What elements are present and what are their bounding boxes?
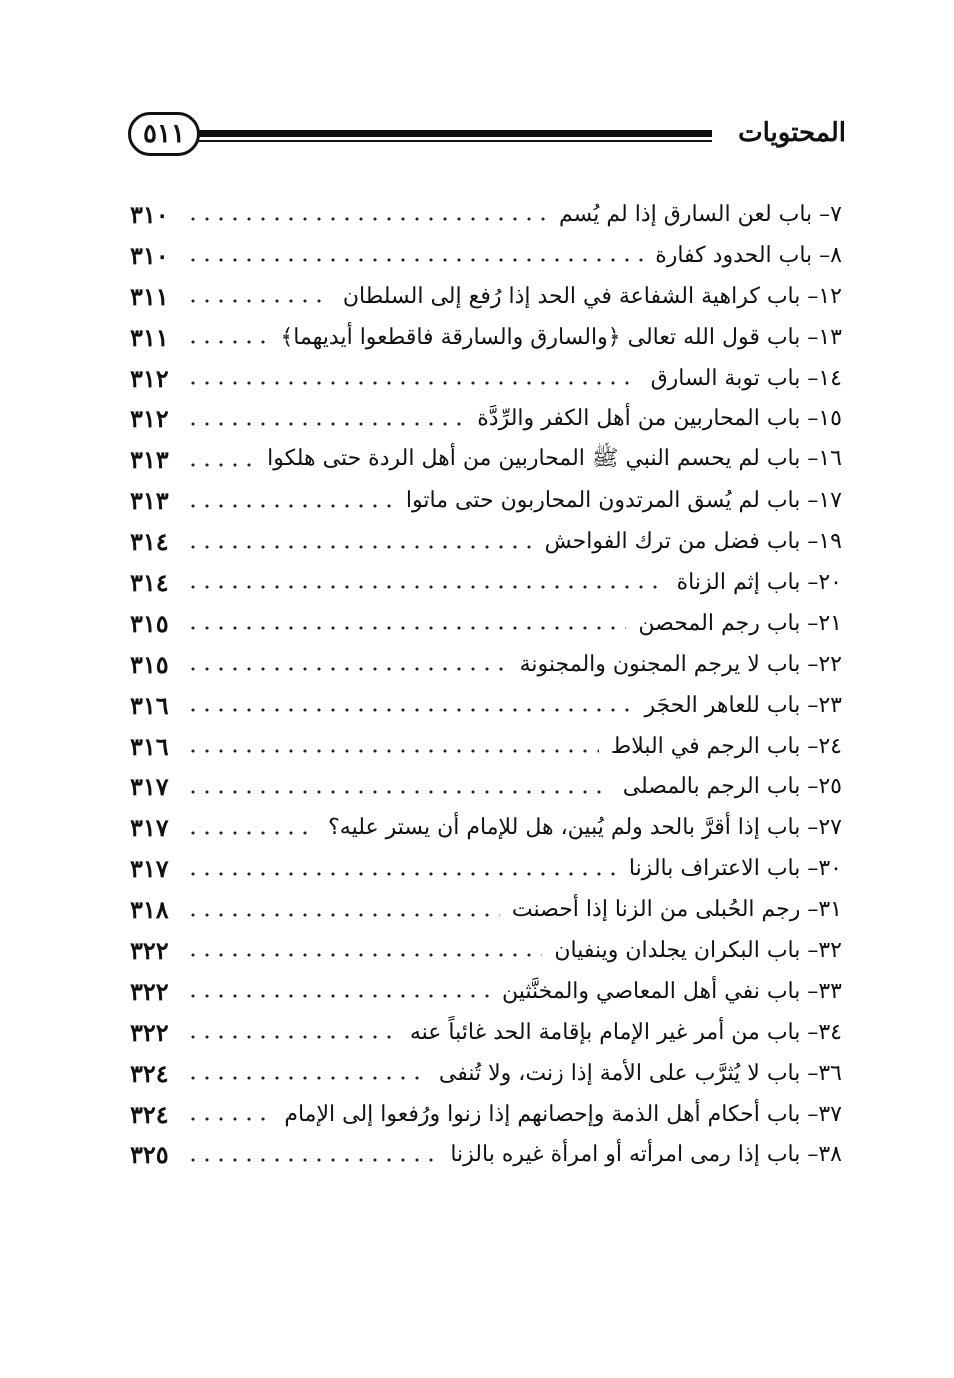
toc-entry[interactable]: [130, 848, 842, 889]
toc-entry-page: ٣١١: [130, 322, 169, 352]
toc-entry[interactable]: [130, 1134, 842, 1175]
toc-entry-page: ٣١١: [130, 281, 169, 311]
dot-leader: [186, 790, 611, 794]
toc-entry-page: ٣١٤: [130, 567, 169, 597]
toc-entry[interactable]: [130, 439, 842, 480]
toc-entry-page: ٣٢٤: [130, 1058, 169, 1088]
toc-entry-page: ٣١٧: [130, 772, 169, 802]
dot-leader: [186, 708, 632, 712]
toc-entry[interactable]: [130, 398, 842, 439]
toc-entry-page: ٣١٦: [130, 690, 169, 720]
dot-leader: [186, 1035, 398, 1039]
toc-entry-page: ٣٢٥: [130, 1140, 169, 1170]
toc-entry-title: ٣٣– باب نفي أهل المعاصي والمخنَّثين: [502, 978, 842, 1004]
toc-entry-page: ٣٢٢: [130, 1017, 169, 1047]
toc-entry[interactable]: [130, 194, 842, 235]
dot-leader: [186, 667, 508, 671]
dot-leader: [186, 217, 547, 221]
running-title: المحتويات: [738, 118, 846, 148]
toc-entry-page: ٣٢٤: [130, 1099, 169, 1129]
toc-entry-title: ٣٦– باب لا يُثرَّب على الأمة إذا زنت، ولا تُنفى: [438, 1060, 842, 1086]
toc-entry-title: ٣١– رجم الحُبلى من الزنا إذا أحصنت: [511, 897, 842, 923]
toc-entry[interactable]: [130, 726, 842, 767]
toc-entry-page: ٣١٠: [130, 240, 169, 270]
dot-leader: [186, 626, 626, 630]
toc-entry-page: ٣١٢: [130, 404, 169, 434]
toc-entry-title: ٨– باب الحدود كفارة: [655, 242, 842, 268]
toc-entry-page: ٣١٥: [130, 649, 169, 679]
toc-entry-title: ١٤– باب توبة السارق: [650, 365, 842, 391]
toc-entry-page: ٣١٨: [130, 895, 169, 925]
toc-entry-title: ٣٨– باب إذا رمى امرأته أو امرأة غيره بالزنا: [450, 1142, 842, 1168]
toc-entry[interactable]: [130, 1094, 842, 1135]
toc-entry-title: ٢٠– باب إثم الزناة: [676, 569, 842, 595]
toc-entry[interactable]: [130, 685, 842, 726]
dot-leader: [186, 463, 255, 467]
toc-entry-page: ٣١٢: [130, 363, 169, 393]
toc-entry-title: ١٩– باب فضل من ترك الفواحش: [544, 529, 842, 555]
dot-leader: [186, 422, 465, 426]
toc-entry-title: ١٢– باب كراهية الشفاعة في الحد إذا رُفع إلى السلطان: [342, 283, 842, 309]
toc-entry-title: ٣٤– باب من أمر غير الإمام بإقامة الحد غائباً عنه: [409, 1019, 842, 1045]
header-rule: [198, 126, 712, 144]
dot-leader: [186, 340, 268, 344]
toc-entry[interactable]: [130, 276, 842, 317]
page-header: [128, 108, 846, 164]
dot-leader: [186, 381, 639, 385]
dot-leader: [186, 258, 643, 262]
toc-entry-title: ٢٣– باب للعاهر الحجَر: [644, 692, 842, 718]
toc-entry[interactable]: [130, 644, 842, 685]
toc-entry-page: ٣١٧: [130, 854, 169, 884]
toc-entry-title: ٣٢– باب البكران يجلدان وينفيان: [554, 937, 842, 963]
toc-entry-title: ٧– باب لعن السارق إذا لم يُسم: [559, 201, 842, 227]
toc-entry-title: ٣٧– باب أحكام أهل الذمة وإحصانهم إذا زنوا ورُفعوا إلى الإمام: [284, 1101, 842, 1127]
toc-entry-title: ١٥– باب المحاربين من أهل الكفر والرِّدَّة: [477, 406, 842, 432]
dot-leader: [186, 953, 542, 957]
toc-entry[interactable]: [130, 971, 842, 1012]
toc-entry-title: ٣٠– باب الاعتراف بالزنا: [628, 856, 842, 882]
dot-leader: [186, 1076, 427, 1080]
toc-entry[interactable]: [130, 480, 842, 521]
toc-entry-title: ١٣– باب قول الله تعالى ﴿والسارق والسارقة فاقطعوا أيديهما﴾: [280, 324, 842, 350]
toc-entry-title: ١٦– باب لم يحسم النبي ﷺ المحاربين من أهل الردة حتى هلكوا: [267, 445, 842, 471]
table-of-contents: [130, 194, 842, 1175]
toc-entry[interactable]: [130, 317, 842, 358]
dot-leader: [186, 545, 533, 549]
toc-entry-page: ٣٢٢: [130, 976, 169, 1006]
toc-entry-title: ٢٥– باب الرجم بالمصلى: [622, 774, 842, 800]
toc-entry-page: ٣١٦: [130, 731, 169, 761]
toc-entry[interactable]: [130, 235, 842, 276]
toc-entry[interactable]: [130, 358, 842, 399]
toc-entry-page: ٣١٣: [130, 445, 169, 475]
dot-leader: [186, 831, 316, 835]
toc-entry-title: ٢٤– باب الرجم في البلاط: [610, 733, 842, 759]
toc-entry[interactable]: [130, 1053, 842, 1094]
toc-entry-title: ١٧– باب لم يُسق المرتدون المحاربون حتى ماتوا: [405, 488, 842, 514]
dot-leader: [186, 1158, 438, 1162]
toc-entry-page: ٣١٥: [130, 608, 169, 638]
page-number-badge: ٥١١: [128, 112, 200, 156]
dot-leader: [186, 872, 617, 876]
dot-leader: [186, 299, 331, 303]
toc-entry[interactable]: [130, 930, 842, 971]
dot-leader: [186, 585, 665, 589]
toc-entry[interactable]: [130, 766, 842, 807]
toc-entry[interactable]: [130, 1012, 842, 1053]
toc-entry[interactable]: [130, 889, 842, 930]
dot-leader: [186, 913, 500, 917]
toc-entry[interactable]: [130, 603, 842, 644]
toc-entry-title: ٢١– باب رجم المحصن: [638, 610, 842, 636]
dot-leader: [186, 1117, 272, 1121]
dot-leader: [186, 994, 490, 998]
toc-entry-page: ٣١٣: [130, 486, 169, 516]
toc-entry[interactable]: [130, 807, 842, 848]
toc-entry-page: ٣١٤: [130, 527, 169, 557]
toc-entry-title: ٢٧– باب إذا أقرَّ بالحد ولم يُبين، هل للإمام أن يستر عليه؟: [328, 815, 842, 841]
dot-leader: [186, 749, 599, 753]
toc-entry-title: ٢٢– باب لا يرجم المجنون والمجنونة: [519, 651, 842, 677]
toc-entry[interactable]: [130, 562, 842, 603]
toc-entry-page: ٣١٧: [130, 813, 169, 843]
toc-entry[interactable]: [130, 521, 842, 562]
toc-entry-page: ٣٢٢: [130, 935, 169, 965]
dot-leader: [186, 504, 394, 508]
toc-entry-page: ٣١٠: [130, 199, 169, 229]
